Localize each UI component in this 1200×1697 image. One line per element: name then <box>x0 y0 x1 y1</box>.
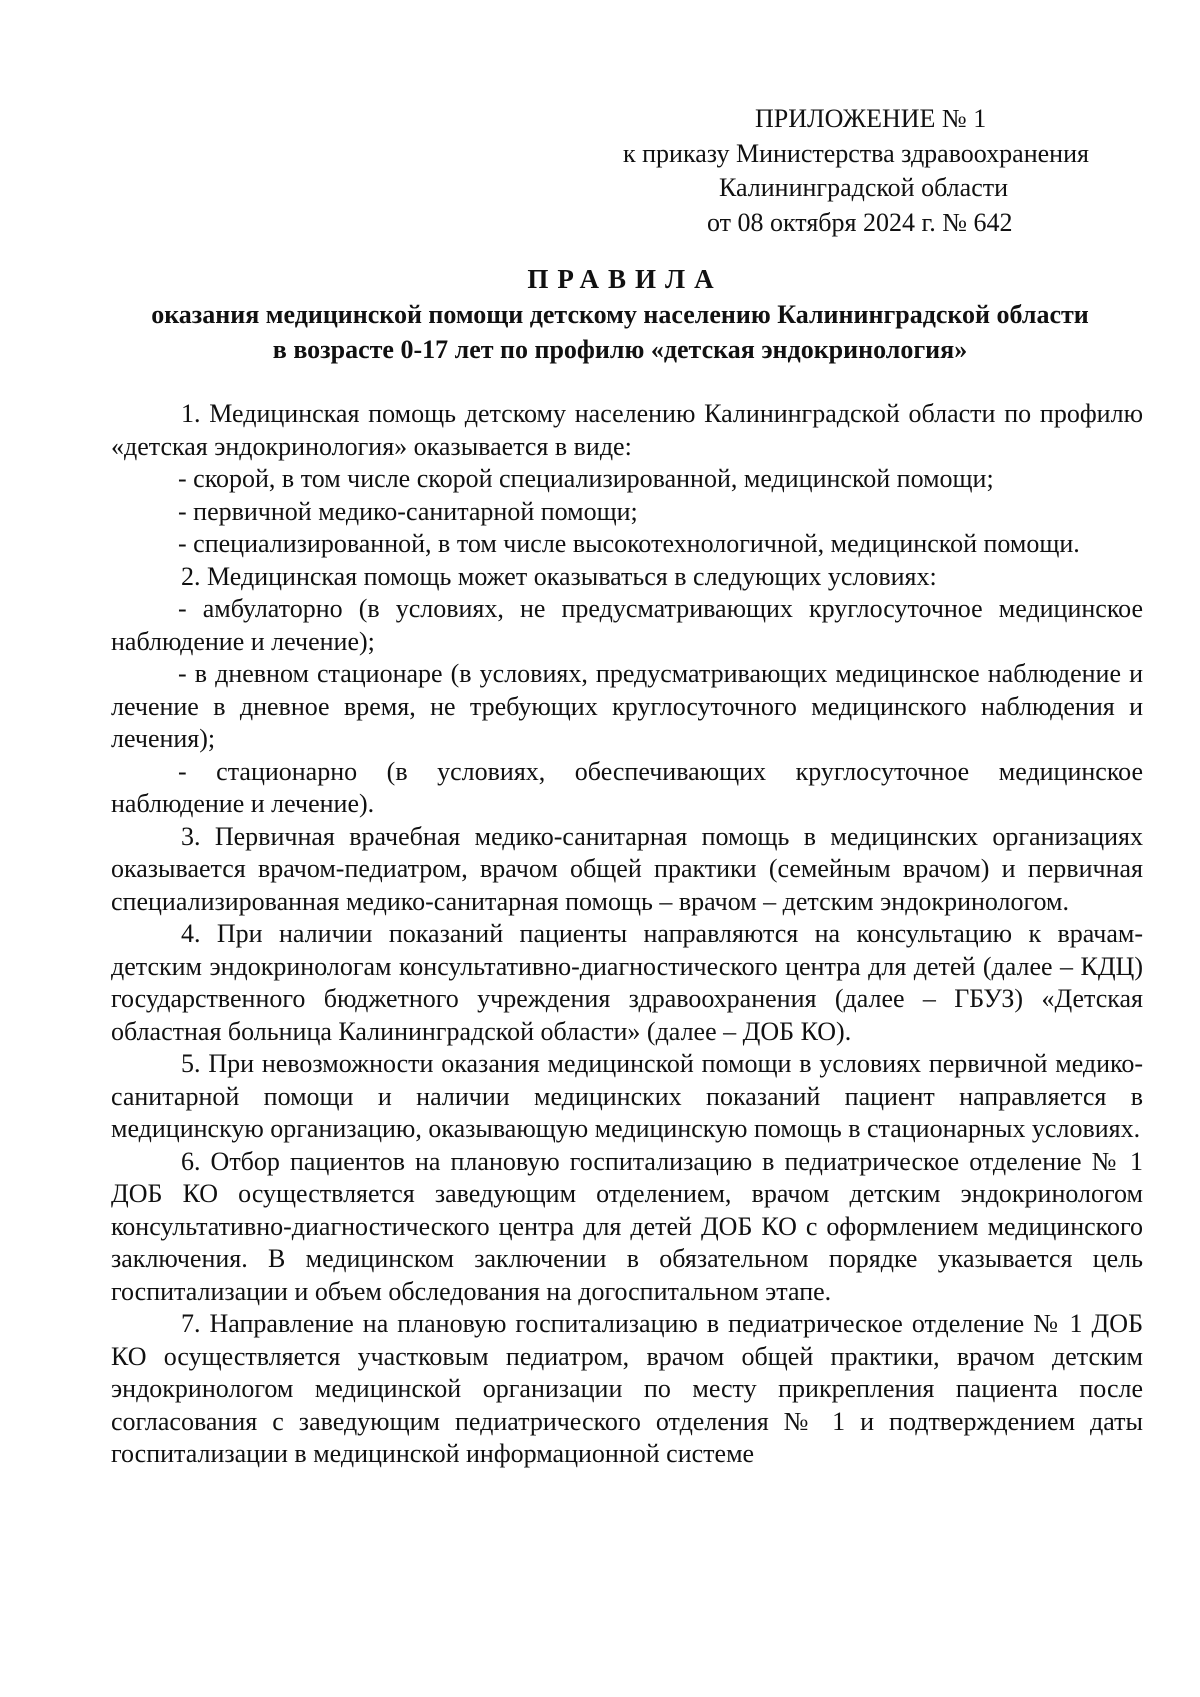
title-line-2: в возрасте 0-17 лет по профилю «детская эндокринология» <box>272 335 968 364</box>
paragraph-2-item-3: - стационарно (в условиях, обеспечивающих круглосуточное медицинское наблюдение и лечение). <box>111 756 1143 818</box>
paragraph-1-item-1: - скорой, в том числе скорой специализированной, медицинской помощи; <box>178 464 994 493</box>
paragraph-6: 6. Отбор пациентов на плановую госпитализацию в педиатрическое отделение № 1 ДОБ КО осуществляется заведующим отделением, врачом детским эндокринологом консультативно-диагностического центра для детей ДОБ КО с оформлением медицинского заключения. В медицинском заключении в обязательном порядке указывается цель госпитализации и объем обследования на догоспитальном этапе. <box>111 1146 1143 1306</box>
appendix-order-ref: к приказу Министерства здравоохранения <box>623 138 1089 168</box>
paragraph-1-item-2: - первичной медико-санитарной помощи; <box>178 496 638 526</box>
appendix-region: Калининградской области <box>719 173 1009 202</box>
paragraph-2: 2. Медицинская помощь может оказываться в следующих условиях: <box>181 561 937 591</box>
paragraph-5: 5. При невозможности оказания медицинской помощи в условиях первичной медико-санитарной помощи и наличии медицинских показаний пациент направляется в медицинскую организацию, оказывающую медицинскую помощь в стационарных условиях. <box>111 1049 1143 1143</box>
paragraph-2-item-1: - амбулаторно (в условиях, не предусматривающих круглосуточное медицинское наблюдение и лечение); <box>111 594 1143 656</box>
paragraph-3: 3. Первичная врачебная медико-санитарная помощь в медицинских организациях оказывается врачом-педиатром, врачом общей практики (семейным врачом) и первичная специализированная медико-санитарная помощь – врачом – детским эндокринологом. <box>111 821 1143 916</box>
paragraph-1: 1. Медицинская помощь детскому населению Калининградской области по профилю «детская эндокринология» оказывается в виде: <box>111 399 1143 461</box>
paragraph-2-item-2: - в дневном стационаре (в условиях, предусматривающих медицинское наблюдение и лечение в дневное время, не требующих круглосуточного медицинского наблюдения и лечения); <box>111 659 1143 753</box>
document-title <box>100 262 1140 367</box>
title-main: ПРАВИЛА <box>527 264 723 294</box>
appendix-header <box>585 102 1145 240</box>
title-line-1: оказания медицинской помощи детскому населению Калининградской области <box>151 300 1089 329</box>
appendix-date: от 08 октября 2024 г. № 642 <box>707 207 1013 237</box>
paragraph-7: 7. Направление на плановую госпитализацию в педиатрическое отделение № 1 ДОБ КО осуществляется участковым педиатром, врачом общей практики, врачом детским эндокринологом медицинской организации по месту прикрепления пациента после согласования с заведующим педиатрического отделения № 1 и подтверждением даты госпитализации в медицинской информационной системе <box>111 1309 1143 1468</box>
appendix-title: ПРИЛОЖЕНИЕ № 1 <box>755 104 987 133</box>
paragraph-4: 4. При наличии показаний пациенты направляются на консультацию к врачам-детским эндокринологам консультативно-диагностического центра для детей (далее – КДЦ) государственного бюджетного учреждения здравоохранения (далее – ГБУЗ) «Детская областная больница Калининградской области» (далее – ДОБ КО). <box>111 919 1143 1046</box>
paragraph-1-item-3: - специализированной, в том числе высокотехнологичной, медицинской помощи. <box>178 529 1080 558</box>
document-body <box>111 398 1143 1471</box>
